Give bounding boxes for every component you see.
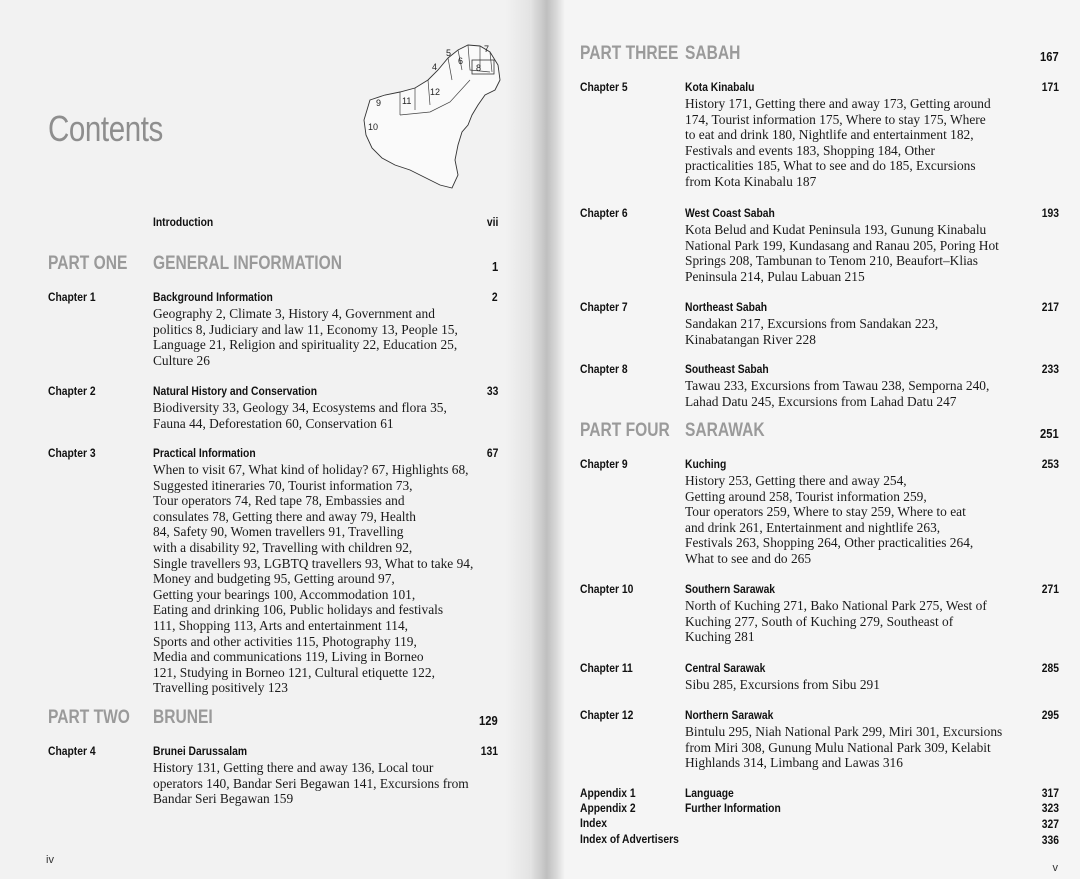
- part-one-page: 1: [491, 259, 498, 274]
- map-number-9: 9: [376, 98, 382, 108]
- chapter-11-label: Chapter 11: [580, 661, 633, 675]
- appendix-2-page: 323: [1041, 801, 1059, 815]
- chapter-10-body: North of Kuching 271, Bako National Park 275, West of Kuching 277, South of Kuching 279, Southeast of Kuching 281: [685, 598, 987, 645]
- chapter-4-title: Brunei Darussalam: [153, 744, 248, 758]
- part-three-name: SABAH: [685, 43, 741, 64]
- map-number-8: 8: [476, 63, 482, 73]
- chapter-6-label: Chapter 6: [580, 206, 628, 220]
- appendix-2-label: Appendix 2: [580, 801, 636, 815]
- chapter-11-page: 285: [1041, 661, 1059, 675]
- chapter-1-title: Background Information: [153, 290, 273, 304]
- chapter-8-label: Chapter 8: [580, 362, 628, 376]
- chapter-5-page: 171: [1041, 80, 1059, 94]
- part-four-label: PART FOUR: [580, 420, 670, 441]
- chapter-12-page: 295: [1041, 708, 1059, 722]
- chapter-10-title: Southern Sarawak: [685, 582, 776, 596]
- part-four-name: SARAWAK: [685, 420, 765, 441]
- appendix-1-title: Language: [685, 786, 734, 800]
- chapter-5-label: Chapter 5: [580, 80, 628, 94]
- chapter-2-label: Chapter 2: [48, 384, 96, 398]
- map-number-10: 10: [368, 122, 379, 132]
- chapter-3-title: Practical Information: [153, 446, 256, 460]
- chapter-10-page: 271: [1041, 582, 1059, 596]
- chapter-1-page: 2: [492, 290, 498, 304]
- chapter-4-body: History 131, Getting there and away 136, Local tour operators 140, Bandar Seri Begawan 141, Excursions from Bandar Seri Begawan 159: [153, 760, 469, 807]
- index-page: 327: [1041, 817, 1059, 831]
- part-three-label: PART THREE: [580, 43, 679, 64]
- chapter-3-page: 67: [486, 446, 498, 460]
- chapter-10-label: Chapter 10: [580, 582, 634, 596]
- part-one-label: PART ONE: [48, 253, 128, 274]
- borneo-map: [340, 40, 510, 190]
- chapter-5-body: History 171, Getting there and away 173, Getting around 174, Tourist information 175, Where to stay 175, Where to eat and drink 180, Nightlife and entertainment 182, Festivals and events 183, Shopping 184, Other practicalities 185, What to see and do 185, Excursions from Kota Kinabalu 187: [685, 96, 991, 189]
- part-four-page: 251: [1040, 426, 1059, 441]
- chapter-7-body: Sandakan 217, Excursions from Sandakan 223, Kinabatangan River 228: [685, 316, 939, 347]
- chapter-7-title: Northeast Sabah: [685, 300, 768, 314]
- chapter-3-label: Chapter 3: [48, 446, 96, 460]
- chapter-2-body: Biodiversity 33, Geology 34, Ecosystems and flora 35, Fauna 44, Deforestation 60, Conservation 61: [153, 400, 447, 431]
- index-of-advertisers-page: 336: [1041, 833, 1059, 847]
- intro-title: Introduction: [153, 215, 214, 229]
- chapter-9-body: History 253, Getting there and away 254, Getting around 258, Tourist information 259, Tour operators 259, Where to stay 259, Where to eat and drink 261, Entertainment and nightlife 263, Festivals 263, Shopping 264, Other practicalities 264, What to see and do 265: [685, 473, 974, 566]
- chapter-3-body: When to visit 67, What kind of holiday? 67, Highlights 68, Suggested itineraries 70, Tourist information 73, Tour operators 74, Red tape 78, Embassies and consulates 78, Getting there and away 79, Health 84, Safety 90, Women travellers 91, Travelling with a disability 92, Travelling with children 92, Single travellers 93, LGBTQ travellers 93, What to take 94, Money and budgeting 95, Getting around 97, Getting your bearings 100, Accommodation 101, Eating and drinking 106, Public holidays and festivals 111, Shopping 113, Arts and entertainment 114, Sports and other activities 115, Photography 119, Media and communications 119, Living in Borneo 121, Studying in Borneo 121, Cultural etiquette 122, Travelling positively 123: [153, 462, 474, 696]
- part-one-name: GENERAL INFORMATION: [153, 253, 342, 274]
- chapter-6-body: Kota Belud and Kudat Peninsula 193, Gunung Kinabalu National Park 199, Kundasang and Ranau 205, Poring Hot Springs 208, Tambunan to Tenom 210, Beaufort–Klias Peninsula 214, Pulau Labuan 215: [685, 222, 999, 284]
- chapter-12-title: Northern Sarawak: [685, 708, 774, 722]
- page-number-left: iv: [46, 854, 54, 866]
- part-two-page: 129: [479, 713, 498, 728]
- chapter-2-page: 33: [486, 384, 498, 398]
- intro-page: vii: [486, 215, 498, 229]
- page-title: Contents: [48, 108, 163, 149]
- appendix-1-label: Appendix 1: [580, 786, 636, 800]
- chapter-8-page: 233: [1041, 362, 1059, 376]
- chapter-9-title: Kuching: [685, 457, 727, 471]
- chapter-9-label: Chapter 9: [580, 457, 628, 471]
- page-number-right: v: [1052, 862, 1058, 874]
- chapter-4-page: 131: [480, 744, 498, 758]
- chapter-7-page: 217: [1041, 300, 1059, 314]
- map-number-11: 11: [402, 96, 412, 106]
- chapter-8-body: Tawau 233, Excursions from Tawau 238, Semporna 240, Lahad Datu 245, Excursions from Lahad Datu 247: [685, 378, 990, 409]
- chapter-1-body: Geography 2, Climate 3, History 4, Government and politics 8, Judiciary and law 11, Economy 13, People 15, Language 21, Religion and spirituality 22, Education 25, Culture 26: [153, 306, 458, 368]
- map-number-5: 5: [446, 48, 452, 58]
- chapter-6-page: 193: [1041, 206, 1059, 220]
- part-three-page: 167: [1040, 49, 1059, 64]
- map-number-6: 6: [458, 56, 464, 66]
- chapter-4-label: Chapter 4: [48, 744, 96, 758]
- chapter-5-title: Kota Kinabalu: [685, 80, 755, 94]
- appendix-1-page: 317: [1041, 786, 1059, 800]
- part-two-name: BRUNEI: [153, 707, 213, 728]
- map-number-12: 12: [430, 87, 441, 97]
- chapter-12-label: Chapter 12: [580, 708, 634, 722]
- left-page: [0, 0, 530, 879]
- chapter-11-title: Central Sarawak: [685, 661, 766, 675]
- chapter-8-title: Southeast Sabah: [685, 362, 769, 376]
- map-number-7: 7: [484, 44, 490, 54]
- chapter-12-body: Bintulu 295, Niah National Park 299, Miri 301, Excursions from Miri 308, Gunung Mulu National Park 309, Kelabit Highlands 314, Limbang and Lawas 316: [685, 724, 1003, 771]
- chapter-7-label: Chapter 7: [580, 300, 628, 314]
- index-of-advertisers-label: Index of Advertisers: [580, 832, 679, 846]
- right-page: [530, 0, 1080, 879]
- chapter-2-title: Natural History and Conservation: [153, 384, 318, 398]
- map-number-4: 4: [432, 62, 438, 72]
- chapter-1-label: Chapter 1: [48, 290, 96, 304]
- appendix-2-title: Further Information: [685, 801, 781, 815]
- index-label: Index: [580, 816, 607, 830]
- chapter-9-page: 253: [1041, 457, 1059, 471]
- chapter-6-title: West Coast Sabah: [685, 206, 775, 220]
- chapter-11-body: Sibu 285, Excursions from Sibu 291: [685, 677, 880, 692]
- part-two-label: PART TWO: [48, 707, 130, 728]
